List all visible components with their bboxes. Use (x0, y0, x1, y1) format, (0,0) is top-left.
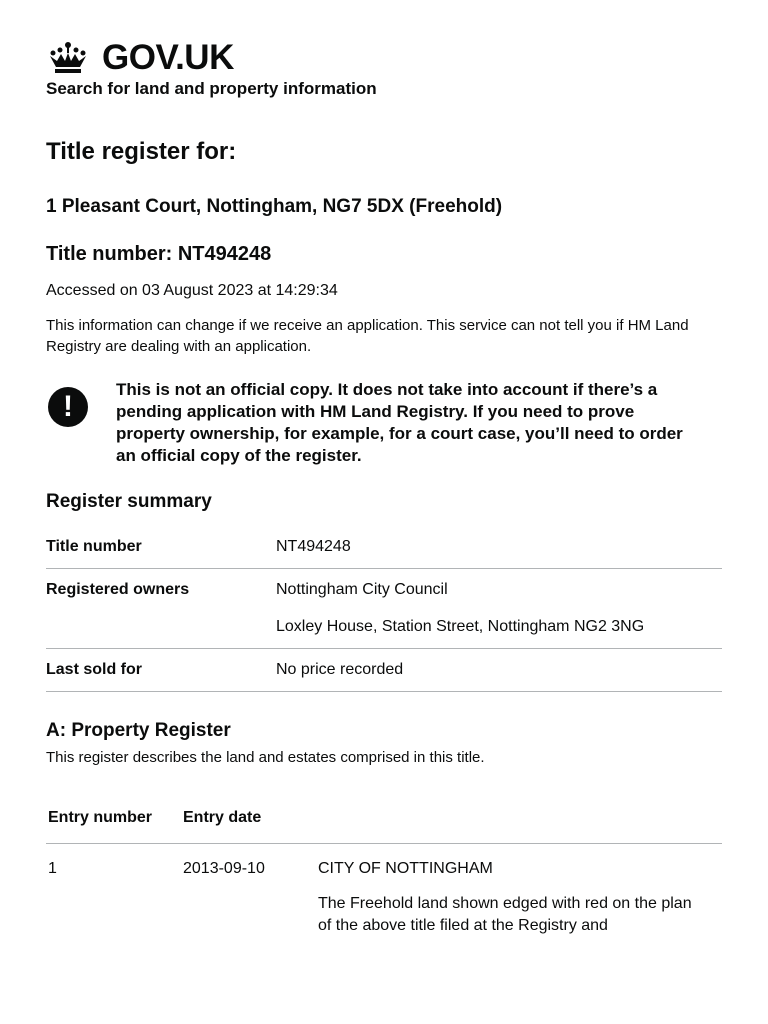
entry-number: 1 (48, 860, 57, 877)
owner-name: Nottingham City Council (276, 581, 448, 598)
table-row (46, 844, 722, 950)
summary-key: Last sold for (46, 661, 143, 678)
warning-text (46, 379, 722, 467)
summary-value: NT494248 (276, 538, 351, 555)
summary-value: No price recorded (276, 661, 404, 678)
summary-row-registered-owners (46, 569, 722, 649)
service-name[interactable]: Search for land and property information (46, 79, 377, 98)
summary-row-last-sold (46, 649, 722, 692)
page-title: Title register for: (46, 138, 237, 165)
entries-table (46, 806, 722, 950)
title-number-heading: Title number: NT494248 (46, 243, 272, 265)
govuk-logo-text[interactable]: GOV.UK (102, 38, 234, 77)
table-header (46, 806, 722, 844)
property-register-description: This register describes the land and estates comprised in this title. (46, 749, 485, 766)
entry-text-line: CITY OF NOTTINGHAM (318, 860, 493, 877)
summary-key: Registered owners (46, 581, 190, 598)
summary-value (276, 580, 644, 637)
owner-address: Loxley House, Station Street, Nottingham NG2 3NG (276, 618, 645, 635)
property-address: 1 Pleasant Court, Nottingham, NG7 5DX (Freehold) (46, 196, 503, 217)
summary-row-title-number (46, 526, 722, 569)
entry-text (318, 858, 698, 950)
entry-text-line: The Freehold land shown edged with red on the plan of the above title filed at the Registry and (318, 895, 692, 934)
summary-key: Title number (46, 538, 142, 555)
column-header-entry-date: Entry date (183, 809, 262, 826)
column-header-entry-number: Entry number (48, 809, 153, 826)
property-register-heading: A: Property Register (46, 720, 231, 741)
register-summary-heading: Register summary (46, 491, 212, 512)
info-text: This information can change if we receive an application. This service can not tell you if HM Land Registry are dealing with an application. (46, 317, 689, 355)
govuk-header[interactable] (46, 38, 722, 78)
crown-icon (46, 41, 90, 75)
page-content (46, 38, 722, 950)
summary-list (46, 526, 722, 692)
accessed-timestamp: Accessed on 03 August 2023 at 14:29:34 (46, 282, 338, 299)
warning-message: This is not an official copy. It does not take into account if there’s a pending application with HM Land Registry. If you need to prove property ownership, for example, for a court case, you’ll need to order an official copy of the register. (116, 380, 683, 465)
exclamation-icon: ! (48, 387, 88, 427)
entry-date: 2013-09-10 (183, 860, 265, 877)
